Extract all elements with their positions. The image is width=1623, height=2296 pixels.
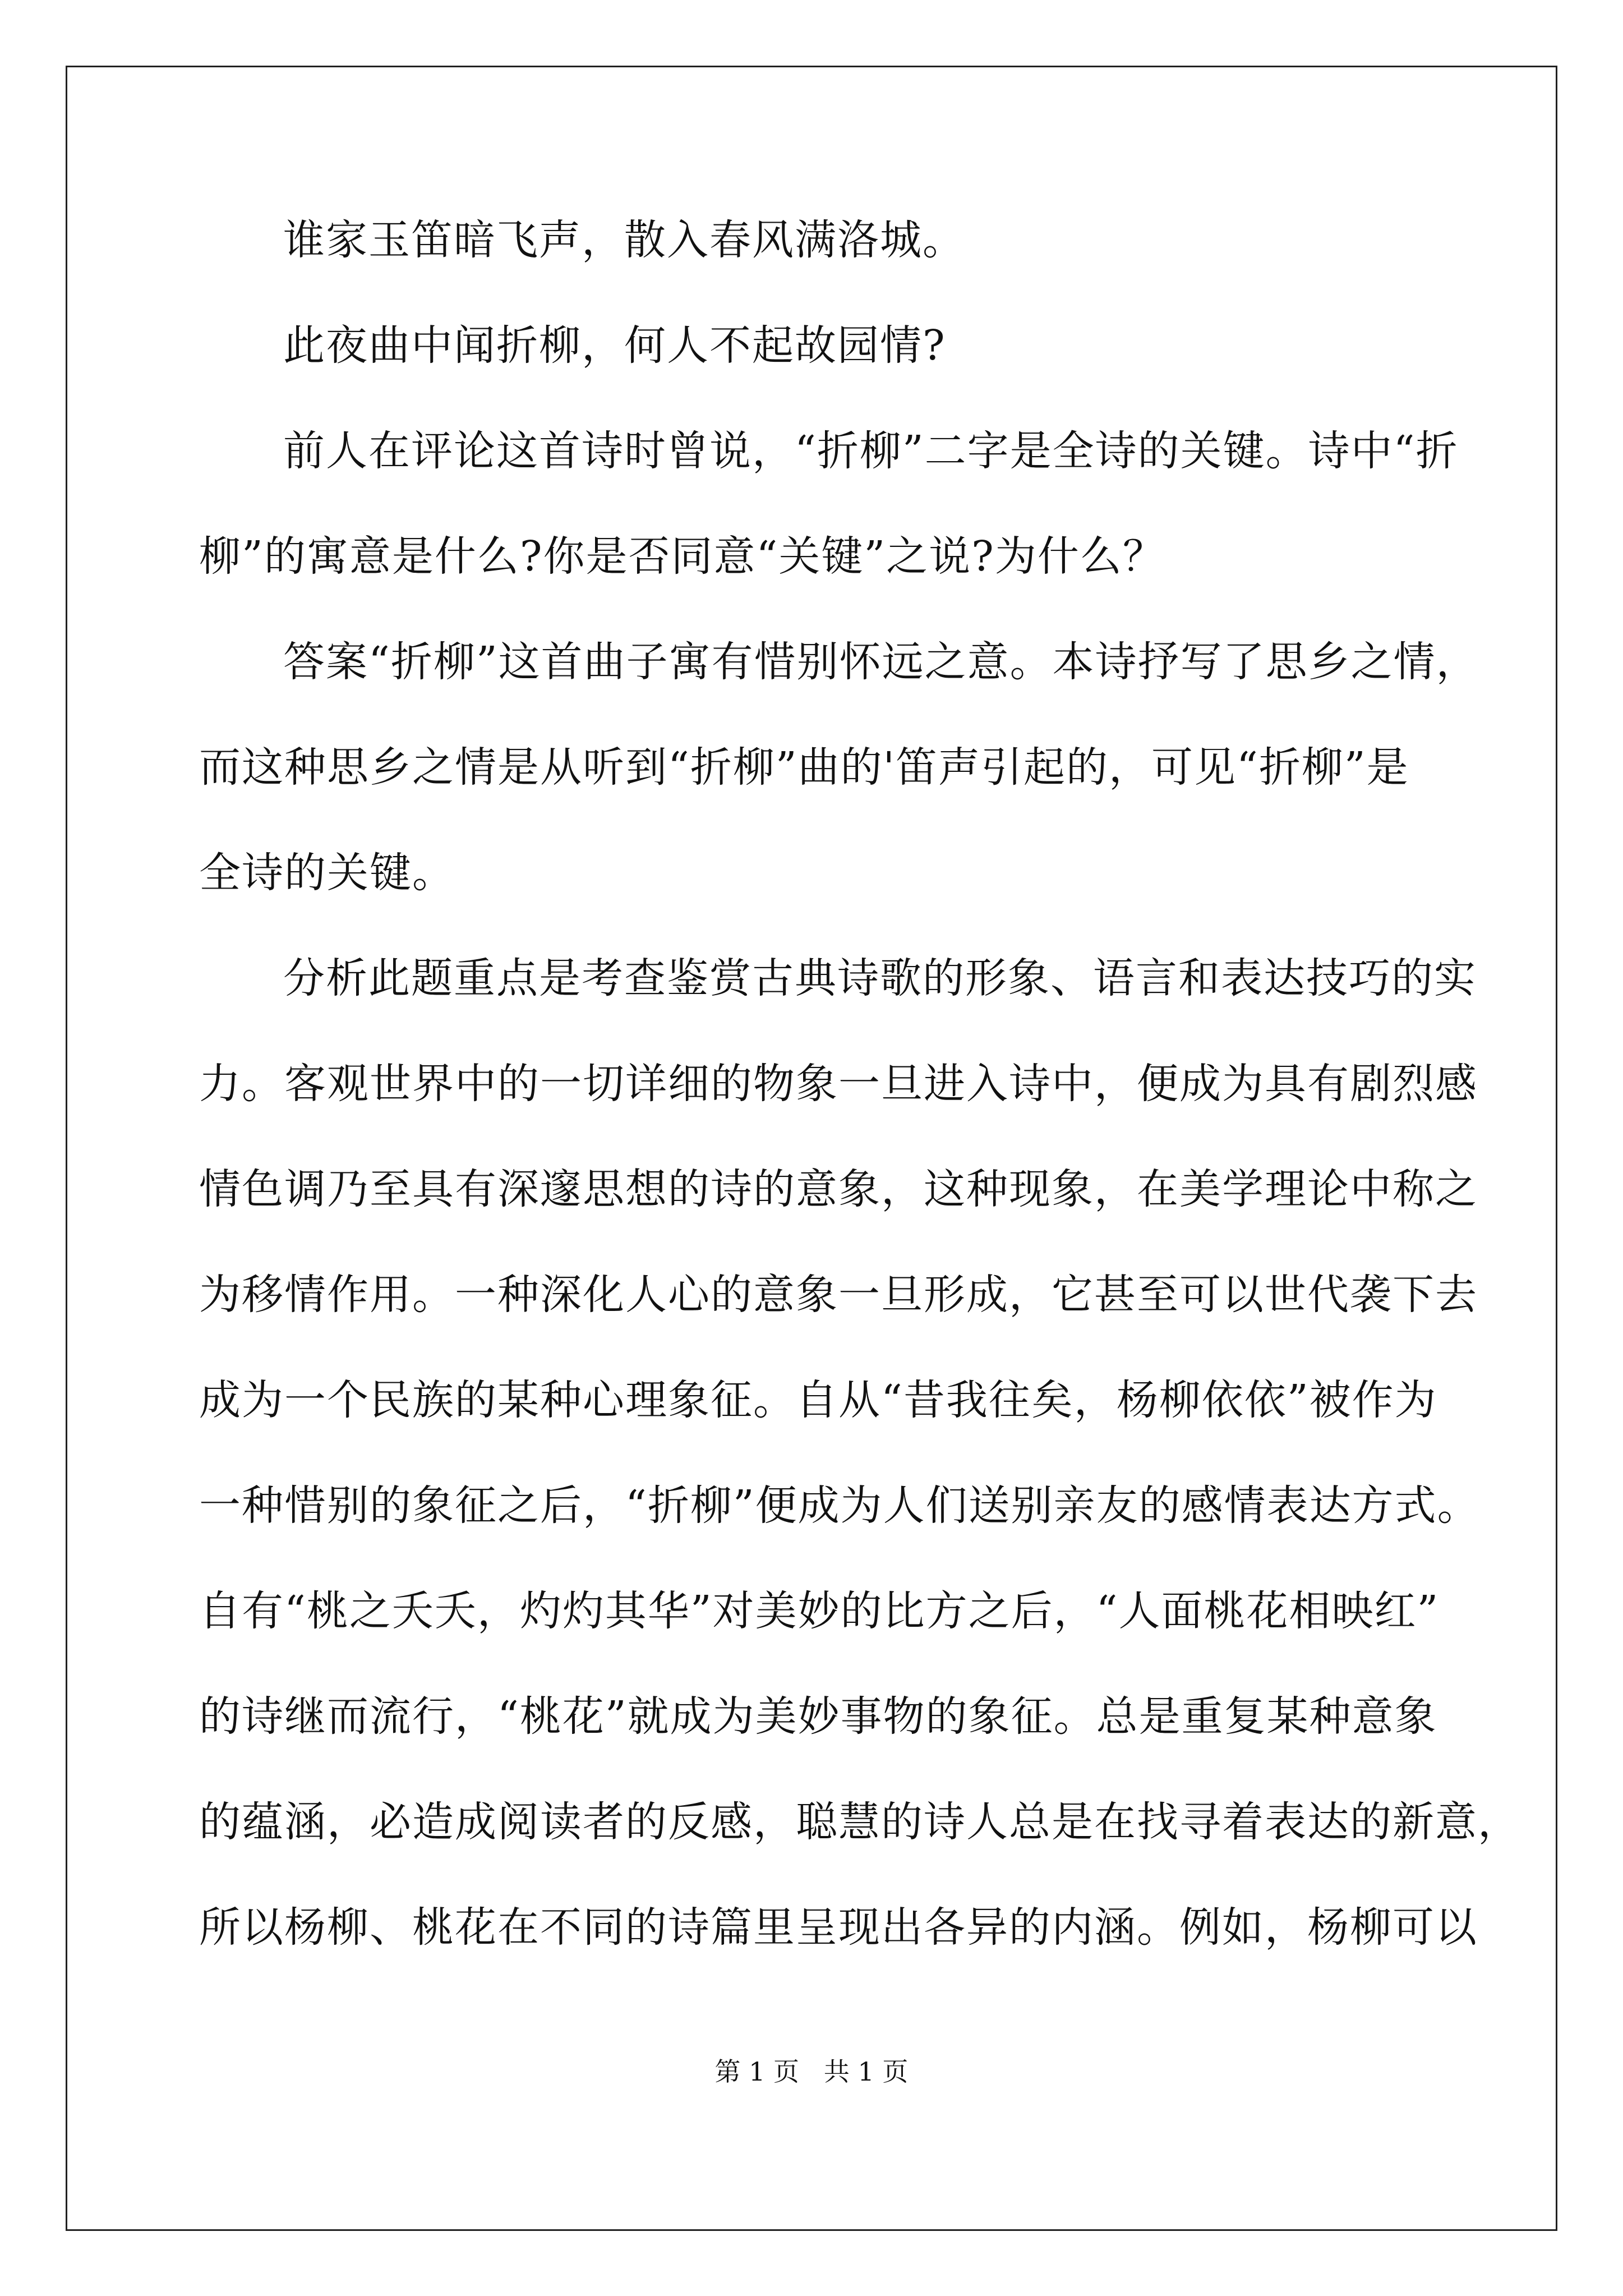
page-number-footer: 第 1 页 共 1 页 bbox=[714, 2056, 909, 2087]
text-line-9: 力。客观世界中的一切详细的物象一旦进入诗中，便成为具有剧烈感 bbox=[199, 1060, 1478, 1108]
text-line-16: 的蕴涵，必造成阅读者的反感，聪慧的诗人总是在找寻着表达的新意， bbox=[199, 1798, 1520, 1846]
text-line-15: 的诗继而流行，“桃花”就成为美妙事物的象征。总是重复某种意象 bbox=[199, 1692, 1437, 1741]
text-line-14: 自有“桃之夭夭，灼灼其华”对美妙的比方之后，“人面桃花相映红” bbox=[199, 1587, 1440, 1635]
text-line-13: 一种惜别的象征之后，“折柳”便成为人们送别亲友的感情表达方式。 bbox=[199, 1481, 1480, 1530]
text-line-12: 成为一个民族的某种心理象征。自从“昔我往矣，杨柳依依”被作为 bbox=[199, 1376, 1437, 1424]
text-line-5: 答案“折柳”这首曲子寓有惜别怀远之意。本诗抒写了思乡之情， bbox=[283, 638, 1479, 686]
document-body bbox=[199, 216, 1520, 2010]
text-line-11: 为移情作用。一种深化人心的意象一旦形成，它甚至可以世代袭下去 bbox=[199, 1271, 1478, 1319]
text-line-1: 谁家玉笛暗飞声，散入春风满洛城。 bbox=[283, 216, 965, 264]
text-line-3: 前人在评论这首诗时曾说，“折柳”二字是全诗的关键。诗中“折 bbox=[283, 427, 1459, 475]
text-line-8: 分析此题重点是考查鉴赏古典诗歌的形象、语言和表达技巧的实 bbox=[283, 954, 1477, 1002]
text-line-2: 此夜曲中闻折柳，何人不起故园情? bbox=[283, 321, 946, 370]
text-line-10: 情色调乃至具有深邃思想的诗的意象，这种现象，在美学理论中称之 bbox=[199, 1165, 1478, 1213]
text-line-6: 而这种思乡之情是从听到“折柳”曲的'笛声引起的，可见“折柳”是 bbox=[199, 743, 1409, 792]
text-line-17: 所以杨柳、桃花在不同的诗篇里呈现出各异的内涵。例如，杨柳可以 bbox=[199, 1903, 1478, 1952]
text-line-4: 柳”的寓意是什么?你是否同意“关键”之说?为什么？ bbox=[199, 532, 1165, 581]
text-line-7: 全诗的关键。 bbox=[199, 849, 455, 897]
